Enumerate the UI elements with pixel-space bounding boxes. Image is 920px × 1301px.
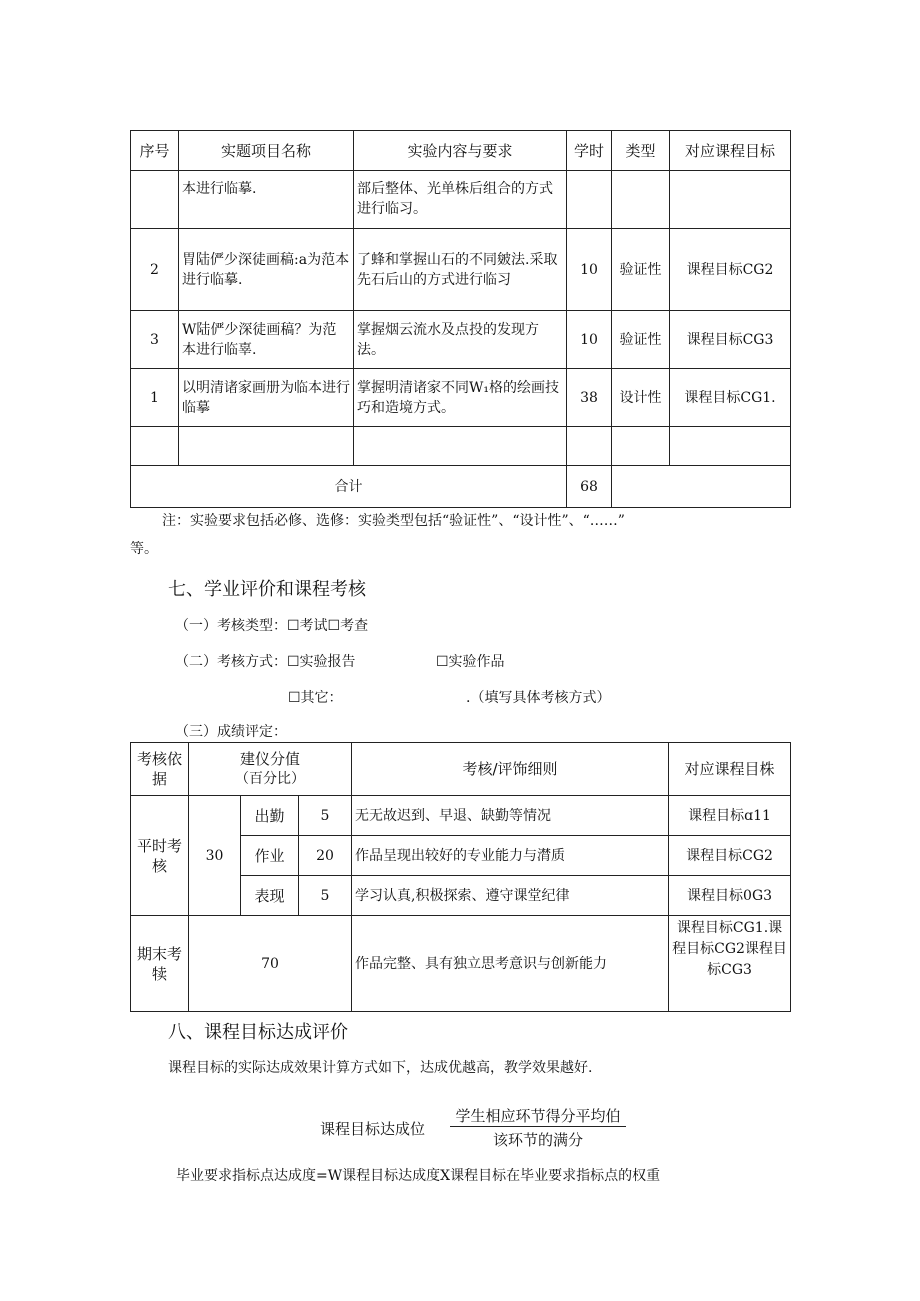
score-header-main: 建仪分值 [240, 750, 301, 768]
exam-other-hint: .（填写具体考核方式） [466, 690, 611, 706]
col-header-basis: 考核依据 [131, 743, 189, 796]
section-8-title: 八、课程目标达成评价 [168, 1022, 348, 1043]
col-header-content: 实验内容与要求 [354, 131, 567, 171]
row-content: 部后整体、光单株后组合的方式进行临习。 [354, 171, 567, 229]
formula-left: 课程目标达成位 [320, 1120, 426, 1138]
col-header-no: 序号 [131, 131, 179, 171]
row-content: 掌握烟云流水及点投的发现方法。 [354, 311, 567, 369]
row-type [612, 427, 670, 466]
col-header-type: 类型 [612, 131, 670, 171]
item-goal: 课程目标0G3 [669, 876, 791, 916]
item-score: 20 [299, 836, 352, 876]
row-no: 2 [131, 229, 179, 311]
table-row [131, 229, 791, 311]
col-header-hours: 学时 [567, 131, 612, 171]
row-hours: 10 [567, 229, 612, 311]
experiment-table [130, 130, 791, 508]
row-no: 1 [131, 369, 179, 427]
row-name [179, 427, 354, 466]
grading-table [130, 742, 791, 1012]
row-name: 胃陆俨少深徒画稿:a为范本进行临摹. [179, 229, 354, 311]
item-label: 表现 [241, 876, 299, 916]
row-hours: 10 [567, 311, 612, 369]
item-detail: 作品呈现出较好的专业能力与潸质 [352, 836, 669, 876]
exam-method-option: ☐实验作品 [436, 654, 505, 670]
row-no [131, 171, 179, 229]
final-detail: 作品完整、具有独立思考意识与创新能力 [352, 916, 669, 1012]
formula-graduation: 毕业要求指标点达成度=W课程目标达成度X课程目标在毕业要求指标点的权重 [176, 1168, 661, 1184]
row-no: 3 [131, 311, 179, 369]
row-no [131, 427, 179, 466]
table-row [131, 311, 791, 369]
row-name: 本进行临摹. [179, 171, 354, 229]
item-score: 5 [299, 876, 352, 916]
col-header-score [189, 743, 352, 796]
item-goal: 课程目标ɑ11 [669, 796, 791, 836]
row-content: 了蜂和掌握山石的不同皴法.采取先石后山的方式进行临习 [354, 229, 567, 311]
experiment-table-header [131, 131, 791, 171]
item-detail: 学习认真,积极探索、遵守课堂纪律 [352, 876, 669, 916]
row-name: 以明清诸家画册为临本进行临摹 [179, 369, 354, 427]
table-row [131, 369, 791, 427]
grading-title: （三）成绩评定： [175, 724, 287, 740]
col-header-detail: 考核/评饰细则 [352, 743, 669, 796]
total-hours: 68 [567, 466, 612, 508]
row-type: 验证性 [612, 229, 670, 311]
col-header-goal: 对应课程目株 [669, 743, 791, 796]
usual-label: 平时考核 [131, 796, 189, 916]
section-7-title: 七、学业评价和课程考核 [168, 579, 366, 600]
item-label: 作业 [241, 836, 299, 876]
exam-type: （一）考核类型：☐考试☐考查 [175, 618, 369, 634]
formula-denominator: 该环节的满分 [492, 1131, 583, 1149]
row-hours: 38 [567, 369, 612, 427]
row-goal: 课程目标CG1. [670, 369, 791, 427]
row-content: 掌握明清诸家不同W₁格的绘画技巧和造境方式。 [354, 369, 567, 427]
usual-score: 30 [189, 796, 241, 916]
row-type: 设计性 [612, 369, 670, 427]
table-note: 注：实验要求包括必修、选修：实验类型包括“验证性”、“设计性”、“……” [162, 513, 625, 529]
table-row [131, 916, 791, 1012]
grading-table-header [131, 743, 791, 796]
score-header-sub: （百分比） [235, 771, 306, 787]
table-row [131, 427, 791, 466]
final-score: 70 [189, 916, 352, 1012]
exam-method: （二）考核方式：☐实验报告 [175, 654, 356, 670]
total-label: 合计 [131, 466, 567, 508]
row-hours [567, 171, 612, 229]
col-header-goal: 对应课程目标 [670, 131, 791, 171]
formula-numerator: 学生相应环节得分平均伯 [450, 1106, 626, 1127]
row-goal: 课程目标CG3 [670, 311, 791, 369]
row-type: 验证性 [612, 311, 670, 369]
col-header-name: 实题项目名称 [179, 131, 354, 171]
final-goal: 课程目标CG1.课程目标CG2课程目标CG3 [669, 916, 791, 1012]
row-name: W陆俨少深徒画稿？为范本进行临辜. [179, 311, 354, 369]
table-row [131, 171, 791, 229]
exam-other: ☐其它： [288, 690, 343, 706]
item-label: 出勤 [241, 796, 299, 836]
item-goal: 课程目标CG2 [669, 836, 791, 876]
table-row [131, 796, 791, 836]
table-note-cont: 等。 [130, 541, 158, 557]
item-detail: 无无故迟到、早退、缺勤等情况 [352, 796, 669, 836]
row-goal [670, 171, 791, 229]
row-content [354, 427, 567, 466]
item-score: 5 [299, 796, 352, 836]
final-label: 期末考犊 [131, 916, 189, 1012]
total-row [131, 466, 791, 508]
row-hours [567, 427, 612, 466]
row-goal [670, 427, 791, 466]
section-8-intro: 课程目标的实际达成效果计算方式如下，达成优越高，教学效果越好. [168, 1060, 593, 1076]
row-goal: 课程目标CG2 [670, 229, 791, 311]
row-type [612, 171, 670, 229]
